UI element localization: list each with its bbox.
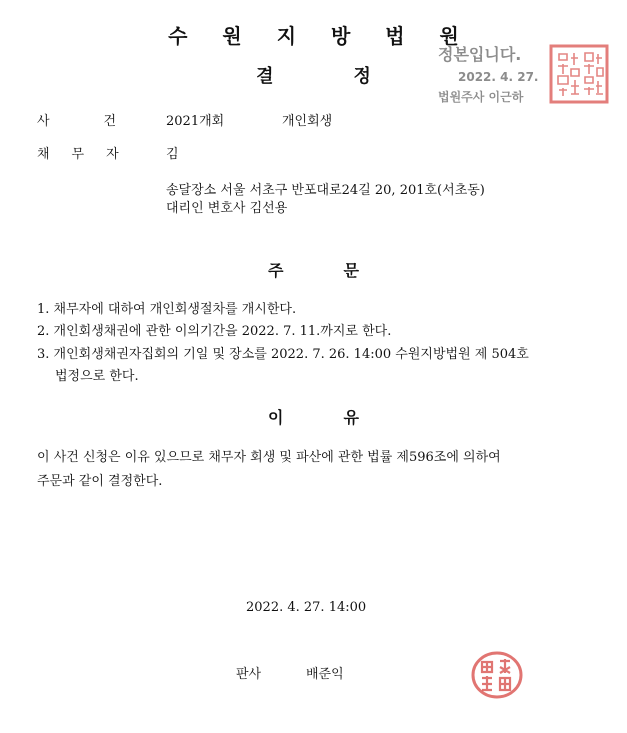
judge-name: 배준익 [306, 667, 344, 682]
reason-heading: 이유 [268, 408, 419, 427]
judge-seal [470, 650, 524, 700]
case-number: 2021개회 [166, 114, 225, 129]
court-name: 수 원 지 방 법 원 [168, 24, 473, 48]
judge-title: 판사 [236, 667, 262, 682]
delivery-address: 송달장소 서울 서초구 반포대로24길 20, 201호(서초동) [166, 183, 485, 198]
order-item-3-continued: 법정으로 한다. [55, 369, 139, 384]
reason-line-1: 이 사건 신청은 이유 있으므로 채무자 회생 및 파산에 관한 법률 제596조에 의하여 [37, 450, 501, 465]
case-label: 사건 [37, 114, 171, 129]
case-name: 개인회생 [282, 114, 333, 129]
reason-line-2: 주문과 같이 결정한다. [37, 474, 163, 489]
court-clerk: 법원주사 이근하 [438, 90, 524, 104]
order-item-2: 2. 개인회생채권에 관한 이의기간을 2022. 7. 11.까지로 한다. [37, 324, 392, 339]
debtor-name: 김 [166, 147, 179, 162]
debtor-label: 채무자 [37, 147, 141, 162]
order-item-1: 1. 채무자에 대하여 개인회생절차를 개시한다. [37, 302, 297, 317]
certified-date: 2022. 4. 27. [458, 70, 539, 84]
legal-agent: 대리인 변호사 김선용 [166, 201, 288, 216]
certified-copy-text: 정본입니다. [438, 45, 522, 64]
decision-datetime: 2022. 4. 27. 14:00 [246, 600, 367, 615]
order-heading: 주문 [268, 261, 419, 280]
order-item-3: 3. 개인회생채권자집회의 기일 및 장소를 2022. 7. 26. 14:00 수원지방법원 제 504호 [37, 347, 529, 362]
square-court-seal [549, 44, 609, 104]
document-type-title: 결정 [256, 66, 451, 87]
